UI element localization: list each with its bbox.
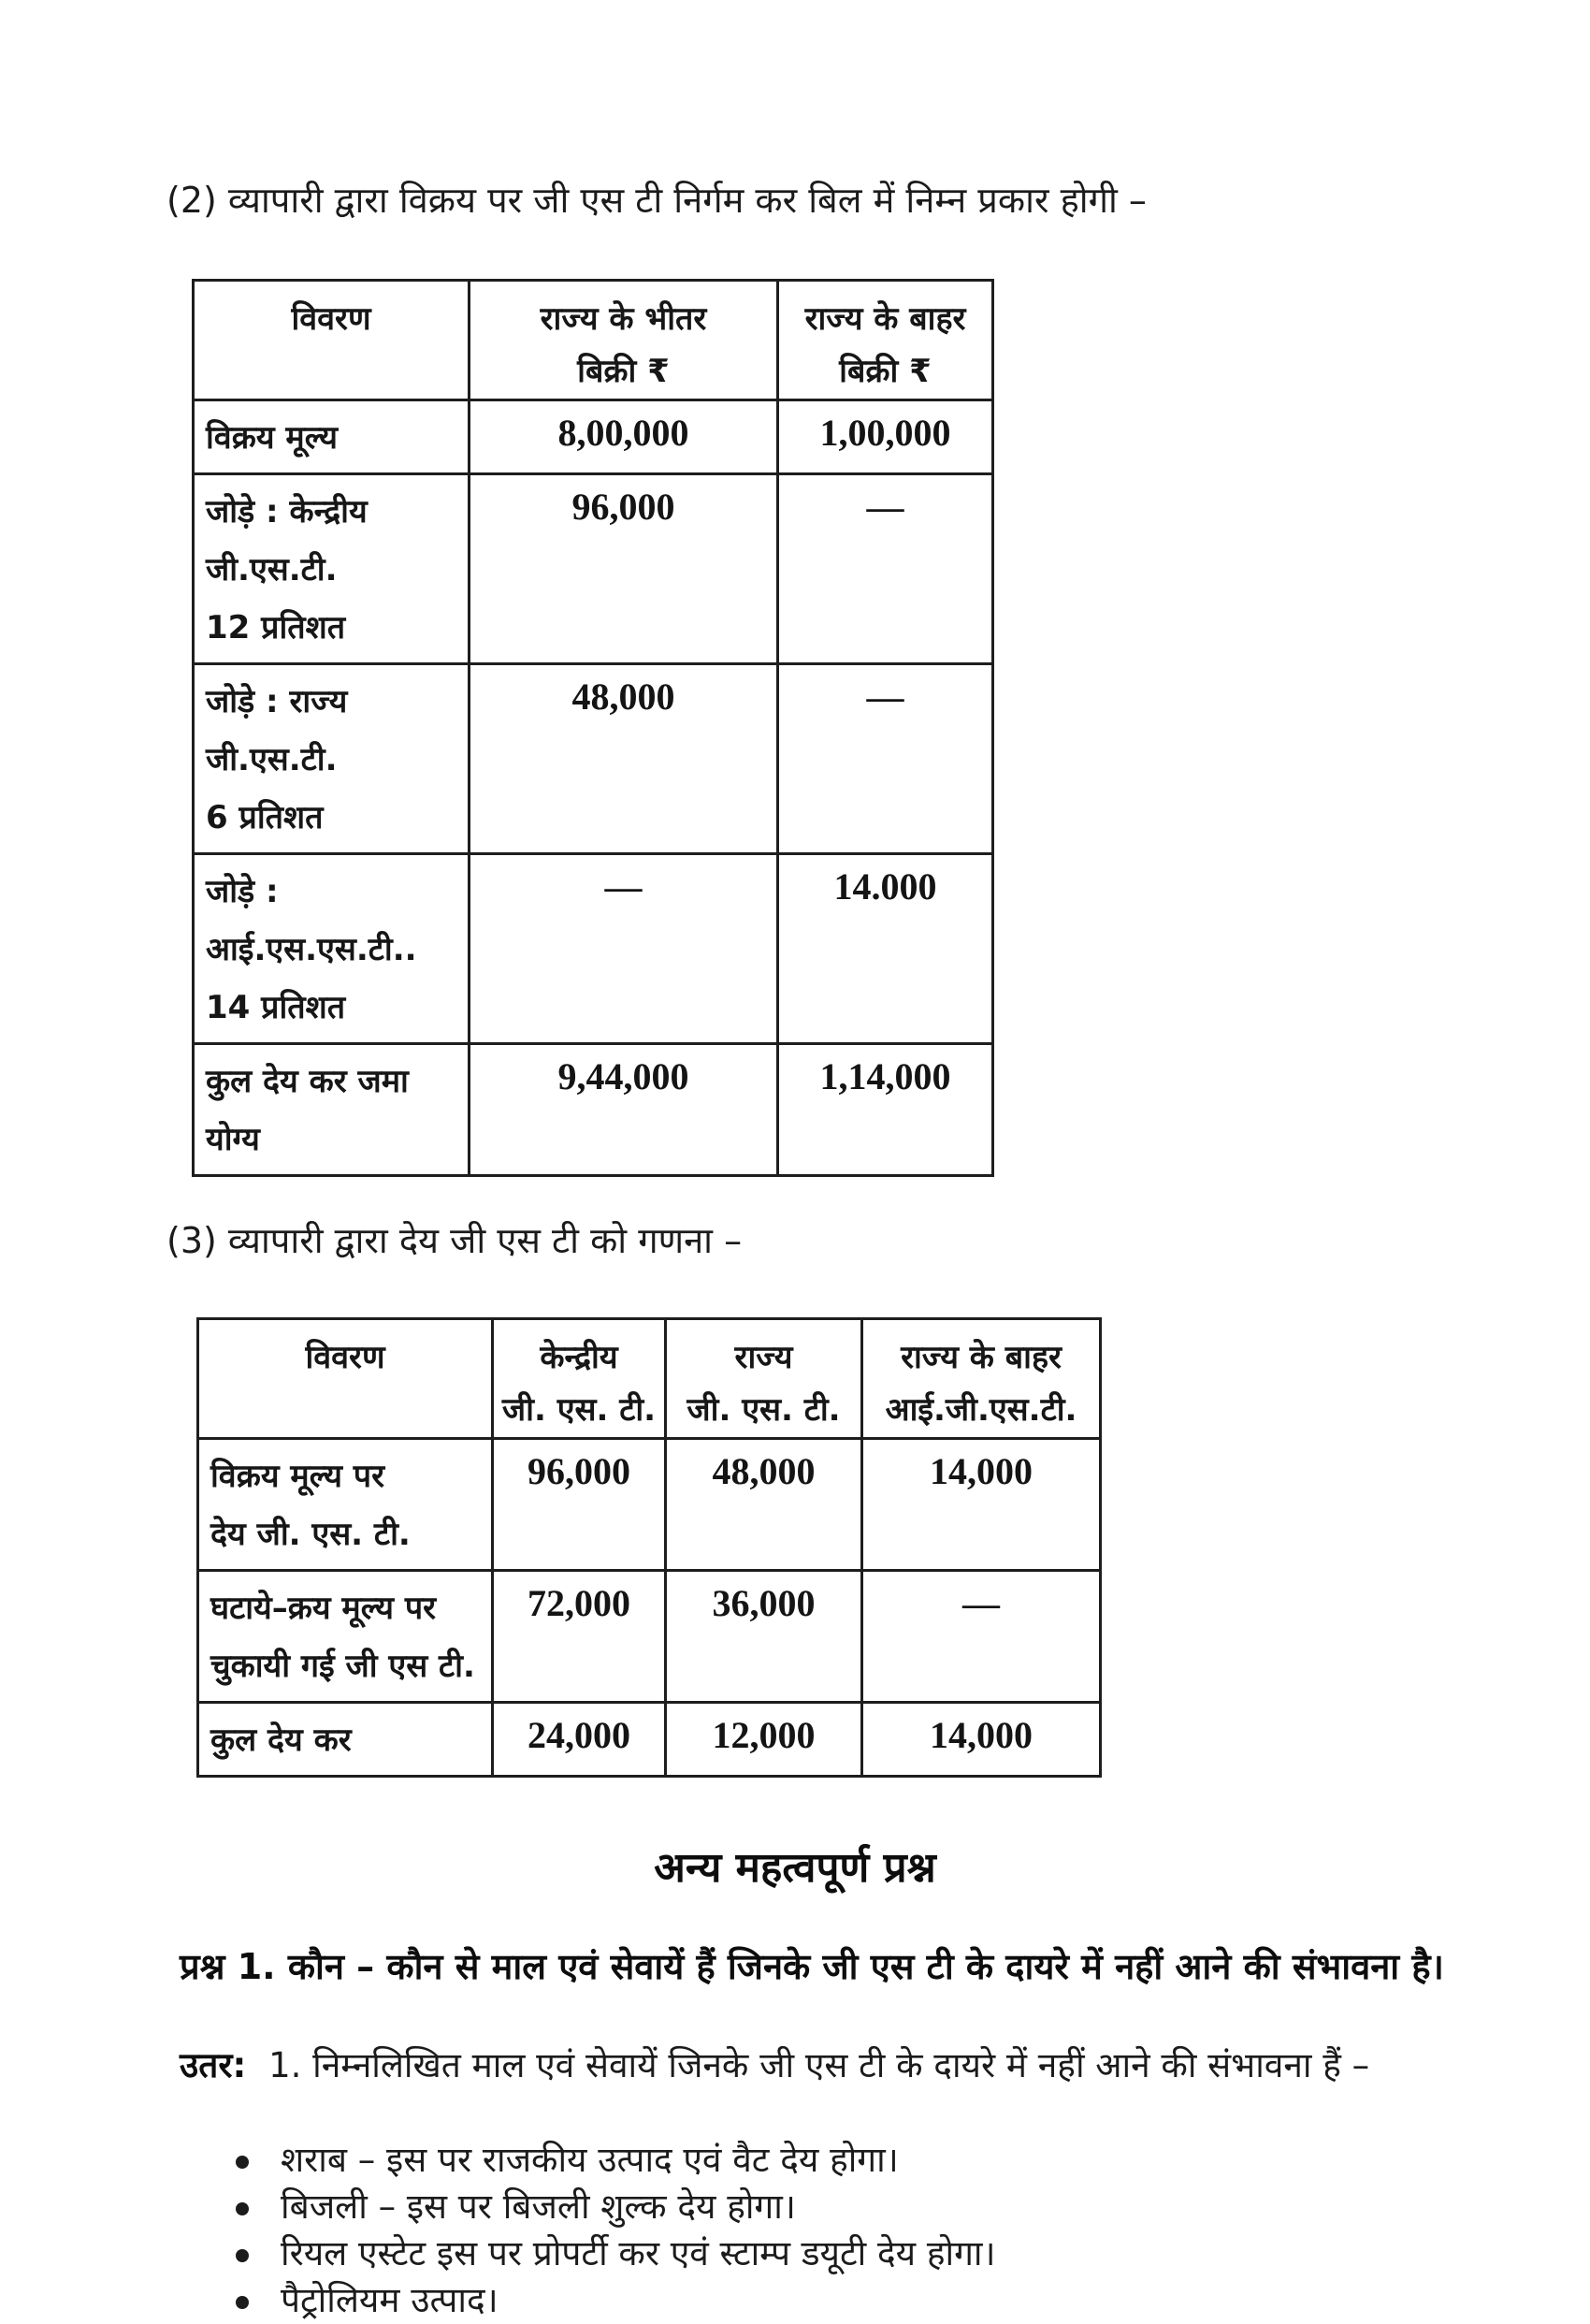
bullet-text: रियल एस्टेट इस पर प्रोपर्टी कर एवं स्टाम्प डयूटी देय होगा। <box>281 2233 996 2273</box>
list-item <box>236 2137 1590 2184</box>
intro-line-2: (2) व्यापारी द्वारा विक्रय पर जी एस टी निर्गम कर बिल में निम्न प्रकार होगी – <box>166 180 1147 221</box>
gst-payable-table <box>196 1317 1102 1778</box>
table-row <box>194 854 993 1044</box>
header-cell-inside-state: राज्य के भीतर बिक्री ₹ <box>470 281 778 400</box>
cell-value: — <box>470 854 778 1044</box>
row-label: विक्रय मूल्य पर देय जी. एस. टी. <box>198 1439 493 1571</box>
row-label: विक्रय मूल्य <box>194 400 470 474</box>
question-text: प्रश्न 1. कौन – कौन से माल एवं सेवायें हैं जिनके जी एस टी के दायरे में नहीं आने की संभावना है। <box>180 1946 1444 1987</box>
bullet-dot-icon <box>236 2156 249 2169</box>
cell-value: — <box>778 474 993 664</box>
cell-value: 24,000 <box>493 1703 666 1777</box>
list-item <box>236 2230 1590 2277</box>
cell-value: 36,000 <box>666 1571 862 1703</box>
row-label: घटाये–क्रय मूल्य पर चुकायी गई जी एस टी. <box>198 1571 493 1703</box>
list-item <box>236 2277 1590 2324</box>
bullet-dot-icon <box>236 2296 249 2309</box>
row-label: कुल देय कर <box>198 1703 493 1777</box>
header-cell-igst: राज्य के बाहर आई.जी.एस.टी. <box>862 1319 1101 1439</box>
cell-value: 72,000 <box>493 1571 666 1703</box>
row-label: जोड़े : केन्द्रीय जी.एस.टी. 12 प्रतिशत <box>194 474 470 664</box>
cell-value: 1,00,000 <box>778 400 993 474</box>
cell-value: 48,000 <box>470 664 778 854</box>
table-row <box>194 400 993 474</box>
answer-paragraph <box>180 2041 1590 2090</box>
header-cell-description: विवरण <box>198 1319 493 1439</box>
bullet-text: शराब – इस पर राजकीय उत्पाद एवं वैट देय होगा। <box>281 2140 899 2180</box>
table-header-row <box>194 281 993 400</box>
table-row <box>198 1439 1101 1571</box>
table-row <box>194 664 993 854</box>
header-cell-outside-state: राज्य के बाहर बिक्री ₹ <box>778 281 993 400</box>
cell-value: 48,000 <box>666 1439 862 1571</box>
bullet-text: बिजली – इस पर बिजली शुल्क देय होगा। <box>281 2186 796 2227</box>
cell-value: 14,000 <box>862 1439 1101 1571</box>
header-cell-state-gst: राज्य जी. एस. टी. <box>666 1319 862 1439</box>
row-label: कुल देय कर जमा योग्य <box>194 1044 470 1176</box>
cell-value: — <box>862 1571 1101 1703</box>
row-label: जोड़े : राज्य जी.एस.टी. 6 प्रतिशत <box>194 664 470 854</box>
answer-label: उतर: <box>180 2045 247 2085</box>
table-total-row <box>194 1044 993 1176</box>
row-label: जोड़े : आई.एस.एस.टी.. 14 प्रतिशत <box>194 854 470 1044</box>
bullet-dot-icon <box>236 2202 249 2215</box>
cell-value: 9,44,000 <box>470 1044 778 1176</box>
cell-value: 14,000 <box>862 1703 1101 1777</box>
gst-bill-table <box>192 279 994 1177</box>
list-item <box>236 2184 1590 2230</box>
cell-value: 1,14,000 <box>778 1044 993 1176</box>
header-cell-description: विवरण <box>194 281 470 400</box>
cell-value: 14.000 <box>778 854 993 1044</box>
table-row <box>198 1571 1101 1703</box>
answer-intro-text: 1. निम्नलिखित माल एवं सेवायें जिनके जी एस टी के दायरे में नहीं आने की संभावना हैं – <box>268 2045 1370 2085</box>
header-cell-central-gst: केन्द्रीय जी. एस. टी. <box>493 1319 666 1439</box>
cell-value: 96,000 <box>470 474 778 664</box>
intro-line-3: (3) व्यापारी द्वारा देय जी एस टी को गणना – <box>166 1220 743 1261</box>
bullet-dot-icon <box>236 2249 249 2262</box>
cell-value: 96,000 <box>493 1439 666 1571</box>
cell-value: — <box>778 664 993 854</box>
cell-value: 12,000 <box>666 1703 862 1777</box>
table-total-row <box>198 1703 1101 1777</box>
table-header-row <box>198 1319 1101 1439</box>
bullet-text: पैट्रोलियम उत्पाद। <box>281 2280 499 2320</box>
table-row <box>194 474 993 664</box>
cell-value: 8,00,000 <box>470 400 778 474</box>
bullet-list <box>236 2137 1590 2324</box>
section-heading: अन्य महत्वपूर्ण प्रश्न <box>654 1844 936 1892</box>
